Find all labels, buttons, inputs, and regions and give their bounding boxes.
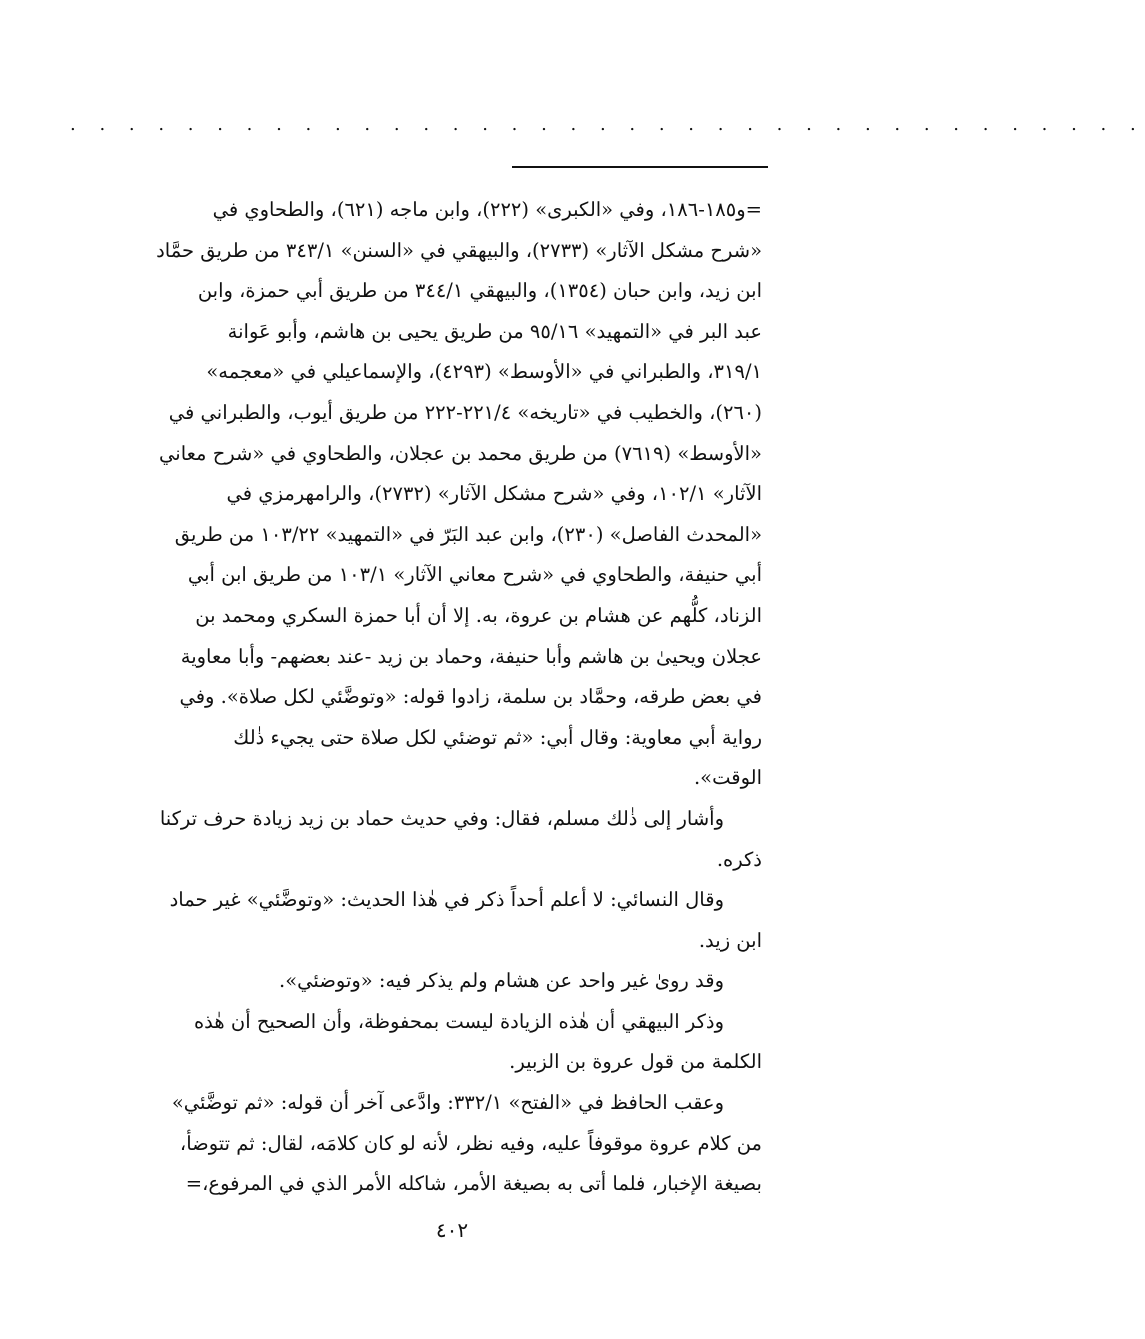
footnote-rule [512,166,768,168]
text-line: في بعض طرقه، وحمَّاد بن سلمة، زادوا قوله: «وتوضَّئي لكل صلاة». وفي [179,685,762,709]
text-line: الكلمة من قول عروة بن الزبير. [509,1050,762,1074]
text-line: وقال النسائي: لا أعلم أحداً ذكر في هٰذا الحديث: «وتوضَّئي» غير حماد [169,888,724,912]
text-line: من كلام عروة موقوفاً عليه، وفيه نظر، لأنه لو كان كلامَه، لقال: ثم تتوضأ، [179,1131,762,1155]
text-line: الزناد، كلُّهم عن هشام بن عروة، به. إلا أن أبا حمزة السكري ومحمد بن [195,603,762,627]
text-line: ٣١٩/١، والطبراني في «الأوسط» (٤٢٩٣)، والإسماعيلي في «معجمه» [206,360,762,384]
text-line: ابن زيد، وابن حبان (١٣٥٤)، والبيهقي ٣٤٤/١ من طريق أبي حمزة، وابن [197,279,762,303]
text-line: رواية أبي معاوية: وقال أبي: «ثم توضئي لكل صلاة حتى يجيء ذٰلك [233,725,762,749]
text-line: عجلان ويحيىٰ بن هاشم وأبا حنيفة، وحماد بن زيد -عند بعضهم- وأبا معاوية [180,644,762,668]
text-line: «شرح مشكل الآثار» (٢٧٣٣)، والبيهقي في «السنن» ٣٤٣/١ من طريق حمَّاد [156,238,762,262]
text-line: الآثار» ١٠٢/١، وفي «شرح مشكل الآثار» (٢٧٣٢)، والرامهرمزي في [226,482,762,506]
page-number: ٤٠٢ [435,1218,469,1242]
text-line: بصيغة الإخبار، فلما أتى به بصيغة الأمر، شاكله الأمر الذي في المرفوع،= [185,1172,762,1196]
footnote-body [66,190,762,1205]
text-line: =و١٨٥-١٨٦، وفي «الكبرى» (٢٢٢)، وابن ماجه (٦٢١)، والطحاوي في [212,198,762,221]
text-line: أبي حنيفة، والطحاوي في «شرح معاني الآثار» ١٠٣/١ من طريق ابن أبي [187,563,762,587]
text-line: ذكره. [716,847,762,871]
text-line: وقد رویٰ غير واحد عن هشام ولم يذكر فيه: «وتوضئي». [279,969,724,993]
text-line: وذكر البيهقي أن هٰذه الزيادة ليست بمحفوظة، وأن الصحيح أن هٰذه [193,1009,724,1033]
text-line: وعقب الحافظ في «الفتح» ٣٣٢/١: وادَّعى آخر أن قوله: «ثم توضَّئي» [171,1091,724,1115]
text-line: «المحدث الفاصل» (٢٣٠)، وابن عبد البَرّ في «التمهيد» ١٠٣/٢٢ من طريق [174,522,762,546]
text-line: وأشار إلى ذٰلك مسلم، فقال: وفي حديث حماد بن زيد زيادة حرف تركنا [159,806,724,830]
text-line: عبد البر في «التمهيد» ٩٥/١٦ من طريق يحيى بن هاشم، وأبو عَوانة [227,319,762,343]
text-line: (٢٦٠)، والخطيب في «تاريخه» ٢٢١/٤-٢٢٢ من طريق أيوب، والطبراني في [168,400,762,424]
text-line: ابن زيد. [698,928,762,952]
text-line: «الأوسط» (٧٦١٩) من طريق محمد بن عجلان، والطحاوي في «شرح معاني [159,441,762,465]
dotted-separator: . . . . . . . . . . . . . . . . . . . . . . . . . . . . . . . . . . . . . [70,114,1145,135]
text-line: الوقت». [693,766,762,790]
